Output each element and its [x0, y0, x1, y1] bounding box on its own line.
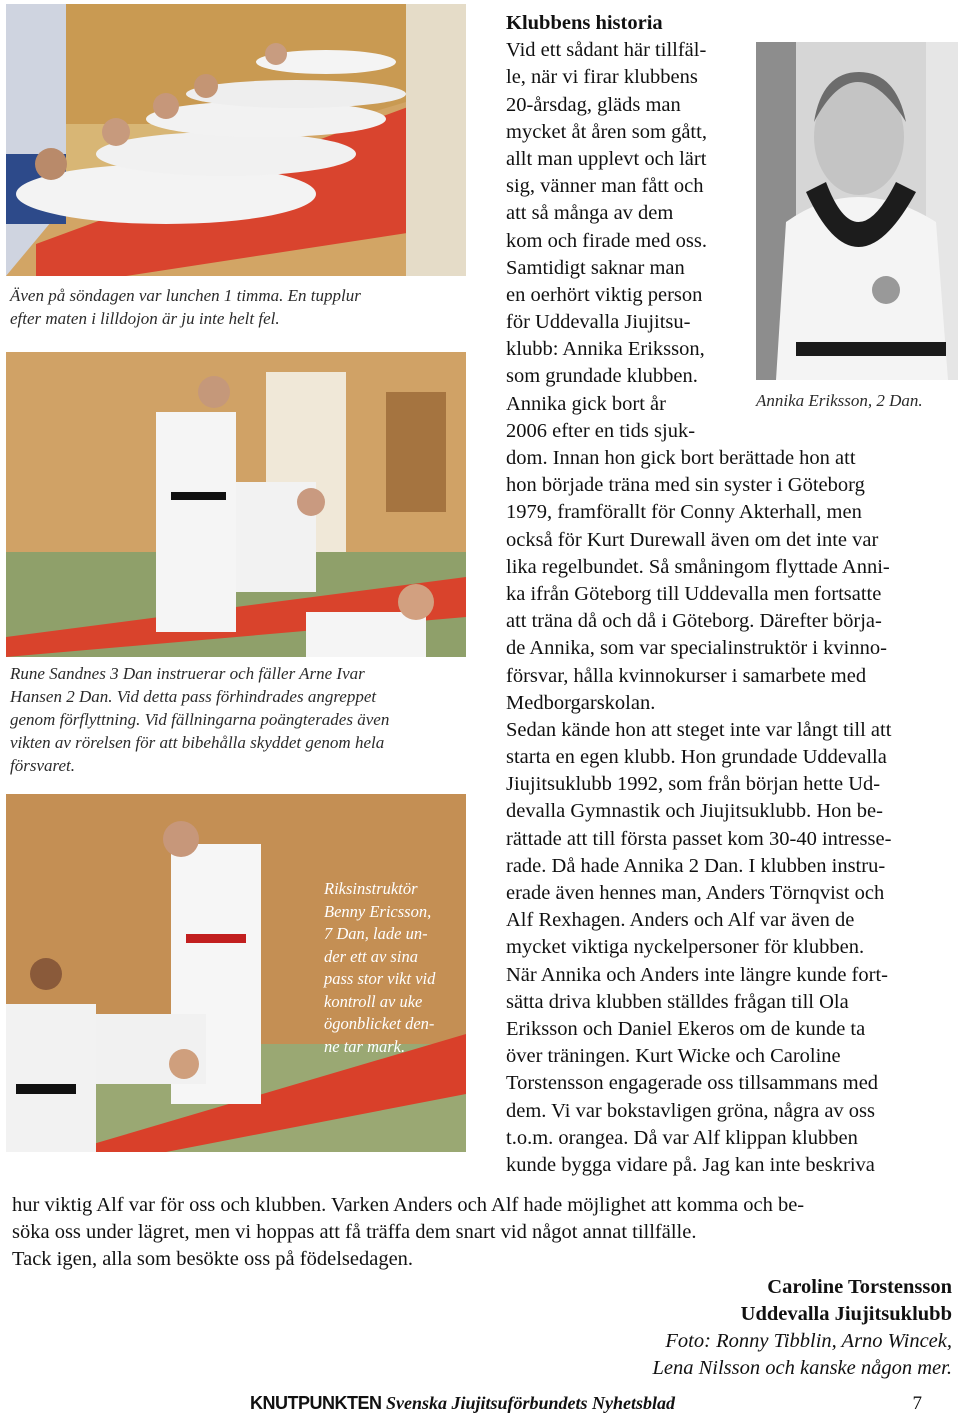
- text-line: att träna då och då i Göteborg. Därefter börja-: [506, 610, 882, 633]
- closing-text: [12, 1192, 952, 1274]
- caption-line: Även på söndagen var lunchen 1 timma. En tupplur: [10, 286, 361, 305]
- text-line: hon började träna med sin syster i Göteborg: [506, 474, 865, 497]
- text-line: lika regelbundet. Så småningom flyttade Anni-: [506, 555, 890, 578]
- page-footer: [250, 1393, 950, 1417]
- text-line: Samtidigt saknar man: [506, 256, 685, 279]
- text-line: 20-årsdag, gläds man: [506, 93, 681, 116]
- text-line: 2006 efter en tids sjuk-: [506, 419, 696, 442]
- caption-line: 7 Dan, lade un-: [324, 924, 428, 943]
- page-number: 7: [912, 1393, 922, 1414]
- text-line: Tack igen, alla som besökte oss på födelsedagen.: [12, 1248, 414, 1271]
- photo-credit: Foto: Ronny Tibblin, Arno Wincek,: [665, 1330, 952, 1352]
- text-line: Jiujitsuklubb 1992, som från början hette Ud-: [506, 773, 881, 796]
- text-line: Sedan kände hon att steget inte var långt till att: [506, 718, 892, 741]
- text-line: en oerhört viktig person: [506, 283, 703, 306]
- text-line: Torstensson engagerade oss tillsammans med: [506, 1072, 879, 1095]
- photo3-caption: [324, 878, 435, 1058]
- photo-benny-ericsson: [6, 794, 466, 1152]
- text-line: devalla Gymnastik och Jiujitsuklubb. Hon be-: [506, 800, 883, 823]
- photo-credit: Lena Nilsson och kanske någon mer.: [652, 1357, 952, 1379]
- caption-line: Hansen 2 Dan. Vid detta pass förhindrades angreppet: [10, 687, 377, 706]
- wide-text: [506, 445, 954, 1179]
- caption-line: försvaret.: [10, 756, 76, 775]
- text-line: Annika gick bort år: [506, 392, 666, 415]
- caption-line: pass stor vikt vid: [324, 969, 436, 988]
- caption-line: vikten av rörelsen för att bibehålla skyddet genom hela: [10, 733, 385, 752]
- text-line: t.o.m. orangea. Då var Alf klippan klubben: [506, 1126, 858, 1149]
- text-line: mycket åt åren som gått,: [506, 120, 707, 143]
- portrait-caption: Annika Eriksson, 2 Dan.: [756, 391, 923, 410]
- photo1-caption: [10, 284, 361, 330]
- text-line: starta en egen klubb. Hon grundade Uddevalla: [506, 746, 887, 769]
- caption-line: Rune Sandnes 3 Dan instruerar och fäller Arne Ivar: [10, 664, 365, 683]
- photo-resting-judoka: [6, 4, 466, 276]
- text-line: söka oss under lägret, men vi hoppas att få träffa dem snart vid något annat tillfälle.: [12, 1221, 697, 1244]
- photo-throw-instruction: [6, 352, 466, 657]
- text-line: Alf Rexhagen. Anders och Alf var även de: [506, 909, 855, 932]
- caption-line: kontroll av uke: [324, 991, 423, 1011]
- text-line: erade även hennes man, Anders Törnqvist och: [506, 882, 885, 904]
- text-line: kunde bygga vidare på. Jag kan inte beskriva: [506, 1153, 875, 1176]
- text-line: de Annika, som var specialinstruktör i kvinno-: [506, 637, 887, 660]
- text-line: sig, vänner man fått och: [506, 175, 704, 198]
- text-line: mycket viktiga nyckelpersoner för klubben.: [506, 936, 865, 959]
- caption-line: ne tar mark.: [324, 1036, 406, 1056]
- text-line: klubb: Annika Eriksson,: [506, 338, 705, 361]
- author-club: Uddevalla Jiujitsuklubb: [740, 1303, 952, 1325]
- caption-line: genom förflyttning. Vid fällningarna poängterades även: [10, 710, 390, 729]
- text-line: När Annika och Anders inte längre kunde fort-: [506, 963, 888, 986]
- caption-line: Benny Ericsson,: [324, 901, 432, 921]
- text-line: Vid ett sådant här tillfäl-: [506, 39, 707, 62]
- text-line: kom och firade med oss.: [506, 229, 707, 252]
- text-line: försvar, hålla kvinnokurser i samarbete med: [506, 664, 867, 687]
- narrow-text: [506, 37, 954, 445]
- text-line: 1979, framförallt för Conny Akterhall, men: [506, 501, 862, 524]
- caption-line: efter maten i lilldojon är ju inte helt fel.: [10, 309, 280, 328]
- caption-line: Riksinstruktör: [324, 879, 418, 898]
- magazine-subtitle: Svenska Jiujitsuförbundets Nyhetsblad: [386, 1393, 676, 1413]
- text-line: le, när vi firar klubbens: [506, 66, 698, 89]
- author-name: Caroline Torstensson: [767, 1276, 952, 1298]
- text-line: rättade att till första passet kom 30-40 intresse-: [506, 827, 892, 850]
- article-body: [506, 10, 954, 1179]
- text-line: Medborgarskolan.: [506, 691, 656, 714]
- text-line: också för Kurt Durewall även om det inte var: [506, 528, 879, 551]
- text-line: att så många av dem: [506, 202, 674, 225]
- text-line: Eriksson och Daniel Ekeros om de kunde ta: [506, 1017, 866, 1040]
- text-line: över träningen. Kurt Wicke och Caroline: [506, 1045, 841, 1068]
- text-line: sätta driva klubben ställdes frågan till Ola: [506, 990, 849, 1013]
- text-line: dem. Vi var bokstavligen gröna, några av oss: [506, 1099, 876, 1122]
- text-line: för Uddevalla Jiujitsu-: [506, 311, 691, 334]
- text-line: rade. Då hade Annika 2 Dan. I klubben instru-: [506, 854, 886, 877]
- photo2-caption: [10, 662, 389, 777]
- text-line: hur viktig Alf var för oss och klubben. Varken Anders och Alf hade möjlighet att komma och be-: [12, 1194, 805, 1216]
- article-heading: Klubbens historia: [506, 12, 663, 34]
- text-line: allt man upplevt och lärt: [506, 147, 707, 170]
- text-line: som grundade klubben.: [506, 365, 698, 388]
- text-line: ka ifrån Göteborg till Uddevalla men fortsatte: [506, 582, 882, 605]
- magazine-name: KNUTPUNKTEN: [250, 1393, 382, 1413]
- caption-line: ögonblicket den-: [324, 1014, 435, 1033]
- caption-line: der ett av sina: [324, 946, 418, 966]
- text-line: dom. Innan hon gick bort berättade hon att: [506, 447, 856, 469]
